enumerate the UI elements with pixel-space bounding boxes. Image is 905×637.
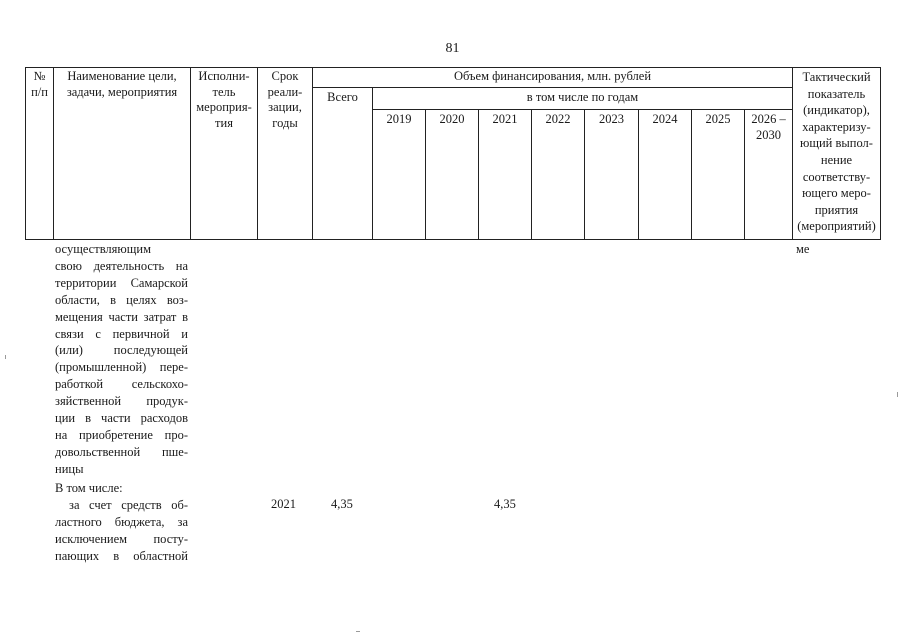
row-2021-value: 4,35 [494, 497, 516, 511]
header-year-2024: 2024 [652, 112, 678, 126]
header-year-2021: 2021 [492, 112, 518, 126]
table-top-border [25, 67, 880, 68]
header-col-indicator: Тактический показатель (индикатор), характеризу- ющий выпол- нение соответству- ющего меро- приятия (мероприятий) [797, 70, 876, 234]
header-col-total: Всего [327, 90, 358, 104]
header-col-name: Наименование цели, задачи, мероприятия [66, 69, 178, 99]
header-year-2026-2030: 2026 – 2030 [751, 112, 786, 142]
scan-mark-left [5, 355, 6, 359]
col-border-2022 [531, 109, 532, 240]
col-border-total [372, 87, 373, 240]
indicator-fragment: ме [796, 242, 810, 256]
header-col-by-years: в том числе по годам [526, 90, 639, 104]
header-col-executor: Исполни- тель мероприя- тия [196, 69, 252, 130]
header-col-term: Срок реали- зации, годы [267, 69, 303, 130]
col-border-2024 [638, 109, 639, 240]
header-year-2023: 2023 [599, 112, 624, 126]
scan-mark-bottom [356, 631, 360, 632]
page-number: 81 [445, 41, 460, 56]
subheading-including: В том числе: [55, 481, 123, 495]
years-subheader-border [372, 109, 792, 110]
scan-mark-right [897, 392, 898, 397]
row-total-value: 4,35 [331, 497, 353, 511]
header-year-2022: 2022 [545, 112, 571, 126]
header-col-funding: Объем финансирования, млн. рублей [453, 69, 652, 83]
col-border-2025 [691, 109, 692, 240]
header-year-2020: 2020 [439, 112, 465, 126]
col-border-right [880, 67, 881, 240]
header-col-number: № п/п [31, 69, 48, 99]
header-year-2025: 2025 [705, 112, 731, 126]
header-year-2019: 2019 [386, 112, 412, 126]
funding-subheader-border [312, 87, 792, 88]
sub-item-description: за счет средств об- ластного бюджета, за исключением посту- пающих в областной [55, 498, 188, 563]
col-border-2023 [584, 109, 585, 240]
measure-description: осуществляющим свою деятельность на территории Самарской области, в целях воз- мещения части затрат в связи с первичной и (или) последующей (промышленной) пере- работкой сельскохо- зяйственной продук- ции в части расходов на приобретение про- довольственной пше- ницы [55, 242, 188, 476]
col-border-2021 [478, 109, 479, 240]
col-border-2020 [425, 109, 426, 240]
table-header-bottom-border [25, 239, 880, 240]
row-term-value: 2021 [271, 497, 296, 511]
